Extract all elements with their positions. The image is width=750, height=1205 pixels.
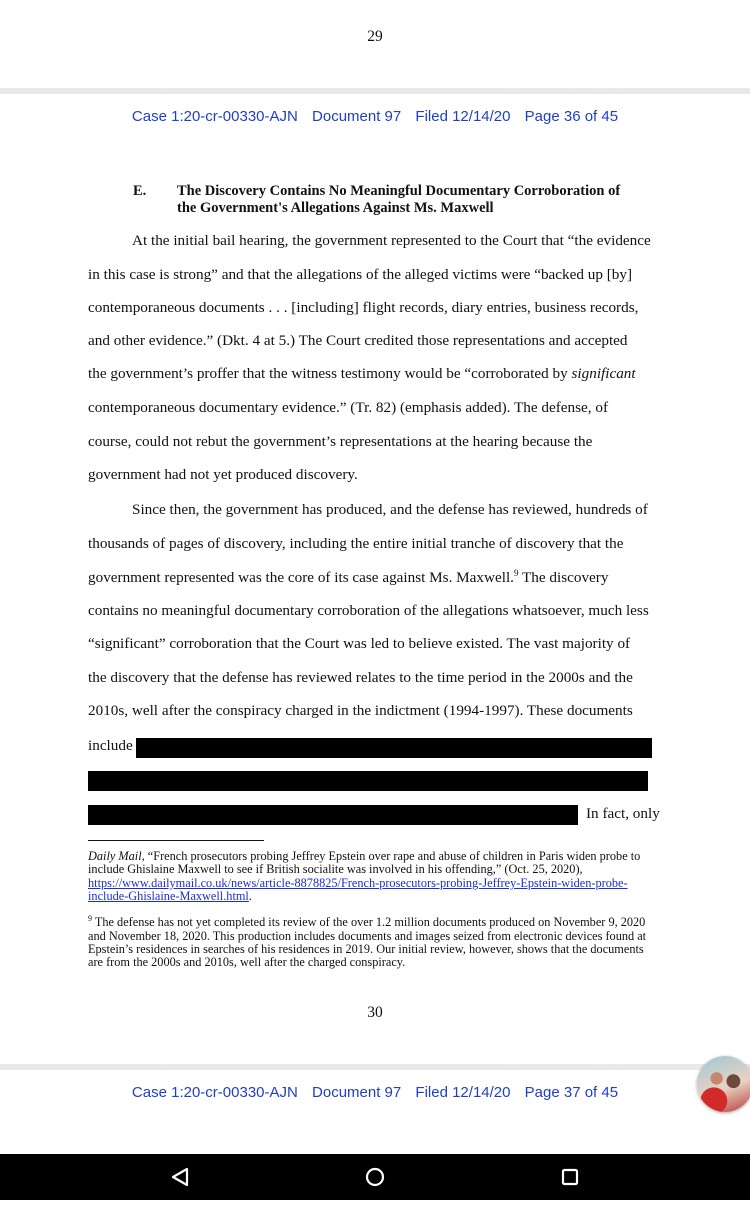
footnote-9: $^9$ The defense has not yet completed its review of the over 1.2 million documents produced on November 9, 2020 and November 18, 2020. This production includes documents and images seized from electronic devices found at Epstein’s residences in searches of his residences in 2019. Our initial review, however, shows that the documents are from the 2000s and 2010s, well after the charged conspiracy. <box>88 914 647 970</box>
body-line: government had not yet produced discovery. <box>88 466 358 483</box>
page-separator <box>0 1064 750 1070</box>
document-number: Document 97 <box>312 1084 402 1101</box>
redaction-bar <box>136 738 652 758</box>
section-letter: E. <box>133 183 147 199</box>
case-number: Case 1:20-cr-00330-AJN <box>131 1084 298 1101</box>
body-line: include <box>88 737 133 754</box>
recent-apps-button[interactable] <box>540 1154 600 1200</box>
page-count: Page 37 of 45 <box>524 1084 619 1101</box>
case-number: Case 1:20-cr-00330-AJN <box>131 108 298 125</box>
body-line: the government’s proffer that the witness testimony would be “corroborated by significant <box>88 365 636 382</box>
body-line: contemporaneous documentary evidence.” (Tr. 82) (emphasis added). The defense, of <box>88 399 608 416</box>
back-button[interactable] <box>150 1154 210 1200</box>
filed-date: Filed 12/14/20 <box>415 1084 511 1101</box>
redaction-bar <box>88 805 578 825</box>
body-line: “significant” corroboration that the Court was led to believe existed. The vast majority of <box>88 635 631 652</box>
recent-apps-icon <box>540 1154 600 1200</box>
body-line: thousands of pages of discovery, including the entire initial tranche of discovery that the <box>88 535 624 552</box>
emphasis-word: significant <box>571 365 636 382</box>
case-header-top <box>0 108 750 125</box>
case-header-bottom <box>0 1084 750 1101</box>
body-line: 2010s, well after the conspiracy charged in the indictment (1994-1997). These documents <box>88 702 633 719</box>
section-title-line-1: The Discovery Contains No Meaningful Documentary Corroboration of <box>177 183 621 199</box>
page-count: Page 36 of 45 <box>524 108 619 125</box>
footnote-reference: 9 <box>513 568 519 578</box>
body-line: contains no meaningful documentary corroboration of the allegations whatsoever, much less <box>88 602 649 619</box>
footnote-number: 9 <box>88 914 92 923</box>
section-title-line-2: the Government's Allegations Against Ms. Maxwell <box>177 200 494 216</box>
section-heading <box>133 183 693 217</box>
page-separator <box>0 88 750 94</box>
body-line: In fact, only <box>586 805 660 822</box>
redaction-bar <box>88 771 648 791</box>
home-icon <box>345 1154 405 1200</box>
navigation-bar <box>0 1154 750 1200</box>
avatar[interactable] <box>697 1056 750 1112</box>
footnote-rule <box>88 840 264 841</box>
document-number: Document 97 <box>312 108 402 125</box>
body-line: the discovery that the defense has reviewed relates to the time period in the 2000s and the <box>88 669 633 686</box>
back-icon <box>150 1154 210 1200</box>
page-number-bottom: 30 <box>367 1004 383 1021</box>
body-line: Since then, the government has produced, and the defense has reviewed, hundreds of <box>132 501 648 518</box>
home-button[interactable] <box>345 1154 405 1200</box>
footnote-continued: Daily Mail, “French prosecutors probing Jeffrey Epstein over rape and abuse of children in Paris widen probe to include Ghislaine Maxwell to see if British socialite was involved in his offending,” (Oct. 25, 2020), https://www.dailymail.co.uk/news/article-8878825/French-prosecutors-probing-Jeffrey-Epstein-widen-probe- include-Ghislaine-Maxwell.html. <box>88 849 641 904</box>
footnote-link[interactable]: https://www.dailymail.co.uk/news/article-8878825/French-prosecutors-probing-Jeffrey-Epstein-widen-probe- <box>88 875 628 890</box>
body-line: course, could not rebut the government’s representations at the hearing because the <box>88 433 593 450</box>
body-line: and other evidence.” (Dkt. 4 at 5.) The Court credited those representations and accepted <box>88 332 628 349</box>
page-number-top: 29 <box>367 28 383 45</box>
footnote-link-cont[interactable]: include-Ghislaine-Maxwell.html <box>88 889 249 904</box>
body-line: At the initial bail hearing, the government represented to the Court that “the evidence <box>132 232 651 249</box>
body-line: contemporaneous documents . . . [including] flight records, diary entries, business records, <box>88 299 639 316</box>
body-line: in this case is strong” and that the allegations of the alleged victims were “backed up [by] <box>88 266 633 283</box>
filed-date: Filed 12/14/20 <box>415 108 511 125</box>
body-line: government represented was the core of its case against Ms. Maxwell.$^9$ The discovery <box>88 568 609 587</box>
footnote-source: Daily Mail <box>88 849 142 863</box>
